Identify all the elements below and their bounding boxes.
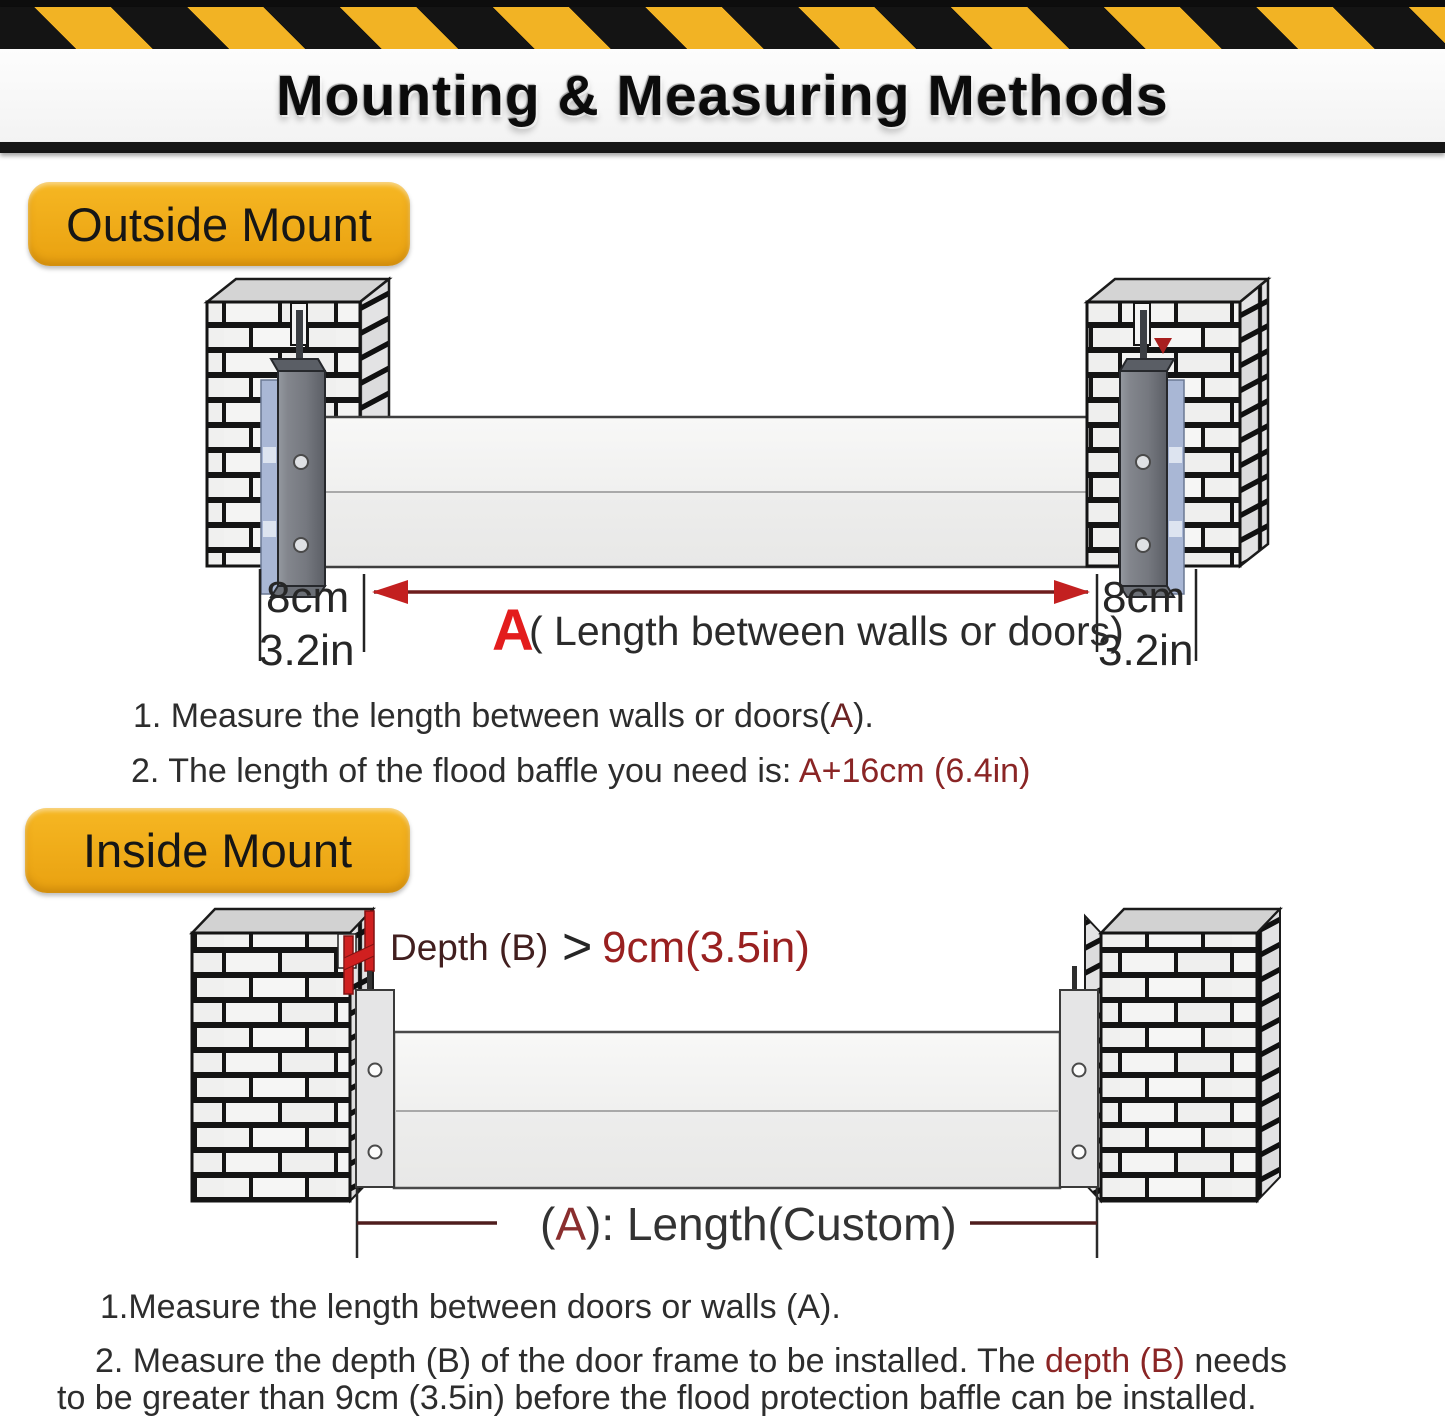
- seal-highlight: [263, 447, 276, 463]
- inside-step-2-depth: depth (B): [1045, 1342, 1185, 1380]
- span-label-A: A: [492, 598, 534, 663]
- inside-step-2-continued: to be greater than 9cm (3.5in) before the flood protection baffle can be installed.: [57, 1379, 1257, 1417]
- outside-step-1-end: ).: [853, 697, 874, 735]
- page-title: Mounting & Measuring Methods: [276, 63, 1169, 128]
- inside-mount-badge-label: Inside Mount: [82, 824, 353, 877]
- screw-hole: [294, 455, 308, 469]
- screw-hole: [1136, 455, 1150, 469]
- anchor-rod: [1072, 966, 1077, 992]
- mounting-channel-right: [1060, 966, 1098, 1187]
- pillar-side-face: [1240, 279, 1268, 566]
- pillar-side-face: [1257, 909, 1280, 1201]
- outside-step-1-A: A: [830, 697, 854, 735]
- offset-left-in-label: 3.2in: [259, 626, 355, 675]
- screw-hole: [1073, 1146, 1086, 1159]
- hazard-stripe-band: [0, 7, 1445, 49]
- pillar-front-face: [192, 933, 350, 1201]
- depth-gt-sign: >: [562, 918, 593, 976]
- span-label-text: ( Length between walls or doors): [529, 608, 1124, 654]
- seal-highlight: [1169, 521, 1182, 537]
- offset-right-cm-label: 8cm: [1102, 573, 1186, 622]
- pillar-top-face: [192, 909, 373, 933]
- offset-right-in-label: 3.2in: [1098, 626, 1194, 675]
- inside-right-pillar: [1085, 909, 1280, 1201]
- depth-value: 9cm(3.5in): [602, 923, 810, 972]
- pillar-front-face: [1101, 933, 1257, 1201]
- outside-mount-diagram: [0, 268, 1445, 680]
- screw-hole: [1136, 538, 1150, 552]
- seal-strip-right: [1167, 380, 1184, 594]
- inside-mount-badge: [25, 808, 410, 893]
- inside-step-2-text: 2. Measure the depth (B) of the door frame to be installed. The: [95, 1342, 1046, 1380]
- outside-step-2: [131, 752, 1030, 791]
- inside-mount-diagram: [0, 900, 1445, 1275]
- channel-body: [1120, 371, 1167, 586]
- outside-step-2-text: 2. The length of the flood baffle you need is:: [131, 752, 799, 790]
- pillar-top-face: [207, 279, 389, 302]
- outside-mount-badge: [28, 182, 410, 266]
- inside-step-1: [100, 1288, 841, 1327]
- mounting-channel-left: [356, 990, 394, 1187]
- seal-highlight: [1169, 447, 1182, 463]
- length-label: [540, 1198, 957, 1250]
- outside-mount-badge-label: Outside Mount: [66, 197, 372, 251]
- seal-strip-left: [261, 380, 278, 594]
- arrowhead-right-icon: [1054, 580, 1090, 604]
- screw-hole: [369, 1064, 382, 1077]
- depth-label: Depth (B): [390, 927, 549, 968]
- screw-hole: [294, 538, 308, 552]
- banner-top-black-strip: [0, 0, 1445, 7]
- length-label-text: ): Length(Custom): [586, 1198, 957, 1250]
- flood-barrier-inside: [394, 1032, 1060, 1188]
- arrowhead-left-icon: [372, 580, 408, 604]
- banner-bottom-bar: [0, 142, 1445, 153]
- inside-step-2-line-2: [57, 1379, 1257, 1418]
- channel-body: [278, 371, 325, 586]
- length-label-paren: (: [540, 1198, 556, 1250]
- inside-step-1-text: 1.Measure the length between doors or walls (A).: [100, 1288, 841, 1326]
- seal-highlight: [263, 521, 276, 537]
- pillar-top-face: [1101, 909, 1280, 933]
- inside-step-2-needs: needs: [1184, 1342, 1287, 1380]
- screw-hole: [1073, 1064, 1086, 1077]
- span-arrow: [372, 580, 1090, 604]
- gauge-back-bar: [365, 911, 374, 971]
- length-label-A: A: [555, 1198, 587, 1250]
- outside-step-1: [133, 697, 874, 736]
- banner: [0, 49, 1445, 142]
- inside-step-2-line-1: [95, 1342, 1287, 1381]
- pillar-top-face: [1087, 279, 1268, 302]
- outside-step-1-text: 1. Measure the length between walls or doors(: [133, 697, 831, 735]
- channel-top-cap: [271, 359, 325, 371]
- outside-step-2-formula: A+16cm (6.4in): [798, 752, 1031, 790]
- screw-hole: [369, 1146, 382, 1159]
- channel-top-cap: [1120, 359, 1174, 371]
- offset-left-cm-label: 8cm: [266, 573, 350, 622]
- flood-barrier-outside: [324, 417, 1121, 567]
- anchor-rod: [367, 971, 372, 991]
